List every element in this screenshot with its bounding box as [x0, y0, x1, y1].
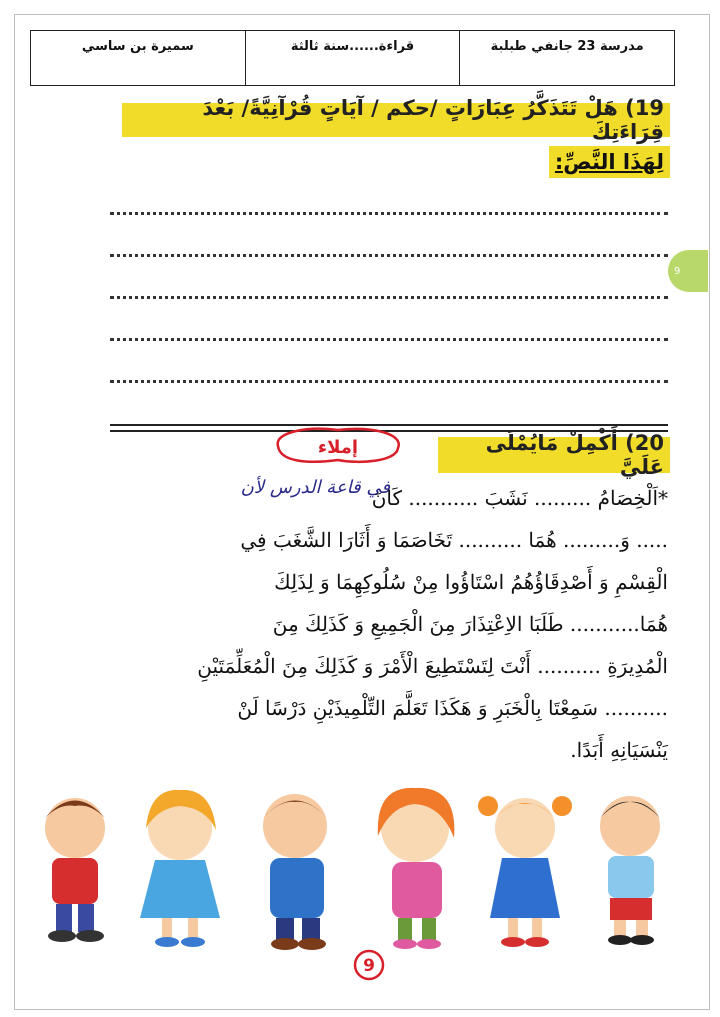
dictation-line-4: هُمَا........... طَلَبَا الاِعْتِذَارَ مِنَ الْجَمِيعِ وَ كَذَلِكَ مِنَ — [272, 612, 668, 636]
answer-line[interactable] — [110, 254, 668, 257]
dictation-line-7: يَنْسَيَانِهِ أَبَدًا. — [570, 738, 668, 762]
dictation-line-2: ..... وَ......... هُمَا .......... تَخَاصَمَا وَ أَثَارَا الشَّغَبَ فِي — [240, 528, 668, 552]
school-name: مدرسة 23 جانفي طبلبة — [459, 31, 674, 85]
question-19-subtitle: لِهَذَا النَّصِّ: — [549, 146, 670, 178]
stamp-text: إملاء — [317, 437, 359, 458]
teacher-name: سميرة بن ساسي — [81, 39, 194, 54]
subject-level: قراءة......سنة ثالثة — [245, 31, 460, 85]
dictation-line-6: .......... سَمِعْتَا بِالْخَبَرِ وَ هَكَذَا تَعَلَّمَ التِّلْمِيذَيْنِ دَرْسًا لَنْ — [237, 696, 668, 720]
child-figure — [378, 788, 455, 949]
header-table — [30, 30, 675, 86]
answer-line[interactable] — [110, 212, 668, 215]
children-illustration — [30, 778, 680, 953]
child-figure — [478, 796, 572, 947]
question-20-title: 20) أَكْمِلْ مَايُمْلَى عَلَيَّ — [438, 437, 670, 473]
answer-line[interactable] — [110, 338, 668, 341]
page-number: 9 — [363, 956, 375, 976]
child-figure — [140, 790, 220, 947]
answer-line[interactable] — [110, 380, 668, 383]
child-figure — [263, 794, 327, 950]
answer-line[interactable] — [110, 296, 668, 299]
child-figure — [45, 798, 105, 942]
dictation-line-5: الْمُدِيرَةِ .......... أَنْتَ لِتَسْتَطِيعَ الْأَمْرَ وَ كَذَلِكَ مِنَ الْمُعَلِّمَتَيْنِ — [197, 654, 668, 678]
question-19-title: 19) هَلْ تَتَذَكَّرُ عِبَارَاتٍ /حكم / آيَاتٍ قُرْآنِيَّةً/ بَعْدَ قِرَاءَتِكَ — [122, 103, 670, 137]
dictation-stamp — [268, 424, 408, 466]
dictation-line-1: *اَلْخِصَامُ ......... نَشَبَ ........... كَانَ — [371, 486, 668, 510]
page-number-badge — [352, 948, 386, 982]
handwritten-answer: في قاعة الدرس لأن — [240, 477, 390, 498]
child-figure — [600, 796, 660, 945]
dictation-line-3: الْقِسْمِ وَ أَصْدِقَاؤُهُمُ اسْتَاؤُوا مِنْ سُلُوكِهِمَا وَ لِذَلِكَ — [274, 570, 668, 594]
page-side-tab: 9 — [668, 250, 708, 292]
